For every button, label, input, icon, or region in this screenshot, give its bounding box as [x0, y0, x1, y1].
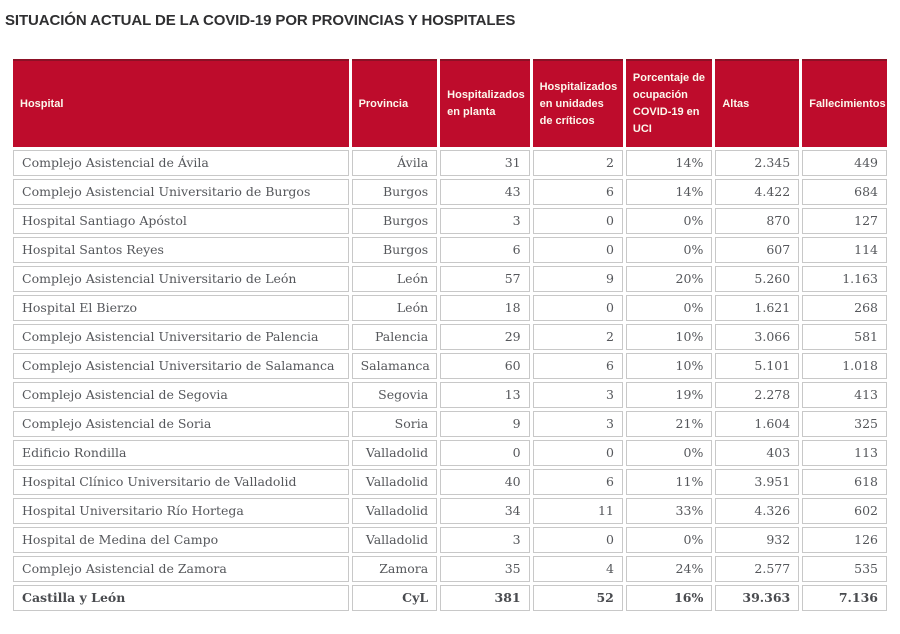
cell-5: 1.621 — [715, 295, 799, 321]
cell-6: 684 — [802, 179, 887, 205]
cell-1: Segovia — [352, 382, 438, 408]
cell-2: 29 — [440, 324, 529, 350]
cell-5: 3.951 — [715, 469, 799, 495]
cell-3: 0 — [533, 527, 623, 553]
cell-0: Edificio Rondilla — [13, 440, 349, 466]
table-row — [13, 556, 887, 582]
cell-2: 9 — [440, 411, 529, 437]
cell-0: Hospital Santos Reyes — [13, 237, 349, 263]
cell-4: 20% — [626, 266, 712, 292]
cell-4: 33% — [626, 498, 712, 524]
cell-2: 60 — [440, 353, 529, 379]
total-cell-0: Castilla y León — [13, 585, 349, 611]
cell-1: Valladolid — [352, 498, 438, 524]
cell-0: Hospital Universitario Río Hortega — [13, 498, 349, 524]
cell-1: Valladolid — [352, 469, 438, 495]
cell-6: 268 — [802, 295, 887, 321]
cell-5: 5.260 — [715, 266, 799, 292]
cell-4: 19% — [626, 382, 712, 408]
cell-2: 18 — [440, 295, 529, 321]
cell-0: Complejo Asistencial Universitario de León — [13, 266, 349, 292]
cell-3: 2 — [533, 150, 623, 176]
table-head — [13, 59, 887, 147]
cell-0: Complejo Asistencial de Ávila — [13, 150, 349, 176]
cell-2: 57 — [440, 266, 529, 292]
cell-0: Hospital Clínico Universitario de Valladolid — [13, 469, 349, 495]
column-header-2: Hospitalizados en planta — [440, 59, 529, 147]
cell-3: 6 — [533, 469, 623, 495]
cell-6: 1.163 — [802, 266, 887, 292]
column-header-6: Fallecimientos — [802, 59, 887, 147]
cell-1: Burgos — [352, 208, 438, 234]
cell-1: León — [352, 266, 438, 292]
cell-1: Ávila — [352, 150, 438, 176]
cell-2: 3 — [440, 208, 529, 234]
cell-1: Valladolid — [352, 440, 438, 466]
cell-2: 13 — [440, 382, 529, 408]
cell-4: 14% — [626, 179, 712, 205]
cell-3: 0 — [533, 237, 623, 263]
total-cell-2: 381 — [440, 585, 529, 611]
cell-2: 31 — [440, 150, 529, 176]
cell-2: 43 — [440, 179, 529, 205]
cell-2: 40 — [440, 469, 529, 495]
covid-hospitals-table — [10, 56, 890, 614]
table-row — [13, 382, 887, 408]
cell-4: 21% — [626, 411, 712, 437]
cell-4: 0% — [626, 237, 712, 263]
table-row — [13, 498, 887, 524]
header-row — [13, 59, 887, 147]
column-header-4: Porcentaje de ocupación COVID-19 en UCI — [626, 59, 712, 147]
total-cell-6: 7.136 — [802, 585, 887, 611]
cell-5: 2.278 — [715, 382, 799, 408]
cell-2: 3 — [440, 527, 529, 553]
cell-3: 3 — [533, 382, 623, 408]
cell-0: Hospital Santiago Apóstol — [13, 208, 349, 234]
cell-5: 4.422 — [715, 179, 799, 205]
table-row — [13, 440, 887, 466]
cell-6: 1.018 — [802, 353, 887, 379]
cell-5: 607 — [715, 237, 799, 263]
total-cell-1: CyL — [352, 585, 438, 611]
cell-0: Complejo Asistencial de Soria — [13, 411, 349, 437]
cell-6: 581 — [802, 324, 887, 350]
cell-1: León — [352, 295, 438, 321]
cell-0: Complejo Asistencial Universitario de Palencia — [13, 324, 349, 350]
cell-5: 403 — [715, 440, 799, 466]
cell-2: 34 — [440, 498, 529, 524]
cell-0: Complejo Asistencial de Segovia — [13, 382, 349, 408]
cell-3: 6 — [533, 179, 623, 205]
cell-6: 413 — [802, 382, 887, 408]
cell-4: 10% — [626, 324, 712, 350]
table-row — [13, 527, 887, 553]
cell-4: 0% — [626, 208, 712, 234]
cell-6: 535 — [802, 556, 887, 582]
total-cell-3: 52 — [533, 585, 623, 611]
cell-4: 24% — [626, 556, 712, 582]
column-header-1: Provincia — [352, 59, 438, 147]
cell-5: 932 — [715, 527, 799, 553]
cell-3: 0 — [533, 295, 623, 321]
cell-3: 0 — [533, 208, 623, 234]
table-row — [13, 353, 887, 379]
cell-0: Complejo Asistencial Universitario de Salamanca — [13, 353, 349, 379]
total-row — [13, 585, 887, 611]
cell-6: 325 — [802, 411, 887, 437]
table-row — [13, 179, 887, 205]
cell-5: 2.345 — [715, 150, 799, 176]
cell-1: Burgos — [352, 179, 438, 205]
cell-1: Valladolid — [352, 527, 438, 553]
cell-1: Burgos — [352, 237, 438, 263]
page-title: SITUACIÓN ACTUAL DE LA COVID-19 POR PROVINCIAS Y HOSPITALES — [5, 12, 516, 29]
cell-0: Hospital El Bierzo — [13, 295, 349, 321]
cell-0: Complejo Asistencial de Zamora — [13, 556, 349, 582]
column-header-3: Hospitalizados en unidades de críticos — [533, 59, 623, 147]
cell-3: 2 — [533, 324, 623, 350]
cell-6: 602 — [802, 498, 887, 524]
table-row — [13, 324, 887, 350]
column-header-0: Hospital — [13, 59, 349, 147]
table-row — [13, 411, 887, 437]
cell-2: 35 — [440, 556, 529, 582]
table-row — [13, 150, 887, 176]
cell-1: Palencia — [352, 324, 438, 350]
cell-4: 0% — [626, 527, 712, 553]
table-row — [13, 266, 887, 292]
cell-6: 113 — [802, 440, 887, 466]
column-header-5: Altas — [715, 59, 799, 147]
cell-3: 4 — [533, 556, 623, 582]
table-row — [13, 237, 887, 263]
table-row — [13, 469, 887, 495]
cell-3: 0 — [533, 440, 623, 466]
cell-4: 10% — [626, 353, 712, 379]
cell-4: 0% — [626, 440, 712, 466]
total-cell-4: 16% — [626, 585, 712, 611]
cell-5: 1.604 — [715, 411, 799, 437]
cell-5: 870 — [715, 208, 799, 234]
cell-6: 449 — [802, 150, 887, 176]
cell-4: 0% — [626, 295, 712, 321]
cell-3: 9 — [533, 266, 623, 292]
cell-1: Zamora — [352, 556, 438, 582]
cell-0: Complejo Asistencial Universitario de Burgos — [13, 179, 349, 205]
cell-0: Hospital de Medina del Campo — [13, 527, 349, 553]
cell-6: 127 — [802, 208, 887, 234]
cell-4: 11% — [626, 469, 712, 495]
cell-5: 4.326 — [715, 498, 799, 524]
table-row — [13, 208, 887, 234]
table-row — [13, 295, 887, 321]
cell-3: 3 — [533, 411, 623, 437]
cell-1: Salamanca — [352, 353, 438, 379]
cell-2: 6 — [440, 237, 529, 263]
cell-5: 5.101 — [715, 353, 799, 379]
cell-5: 3.066 — [715, 324, 799, 350]
cell-4: 14% — [626, 150, 712, 176]
cell-1: Soria — [352, 411, 438, 437]
cell-3: 11 — [533, 498, 623, 524]
cell-5: 2.577 — [715, 556, 799, 582]
total-cell-5: 39.363 — [715, 585, 799, 611]
cell-3: 6 — [533, 353, 623, 379]
cell-2: 0 — [440, 440, 529, 466]
table-body — [13, 150, 887, 611]
cell-6: 114 — [802, 237, 887, 263]
cell-6: 126 — [802, 527, 887, 553]
cell-6: 618 — [802, 469, 887, 495]
